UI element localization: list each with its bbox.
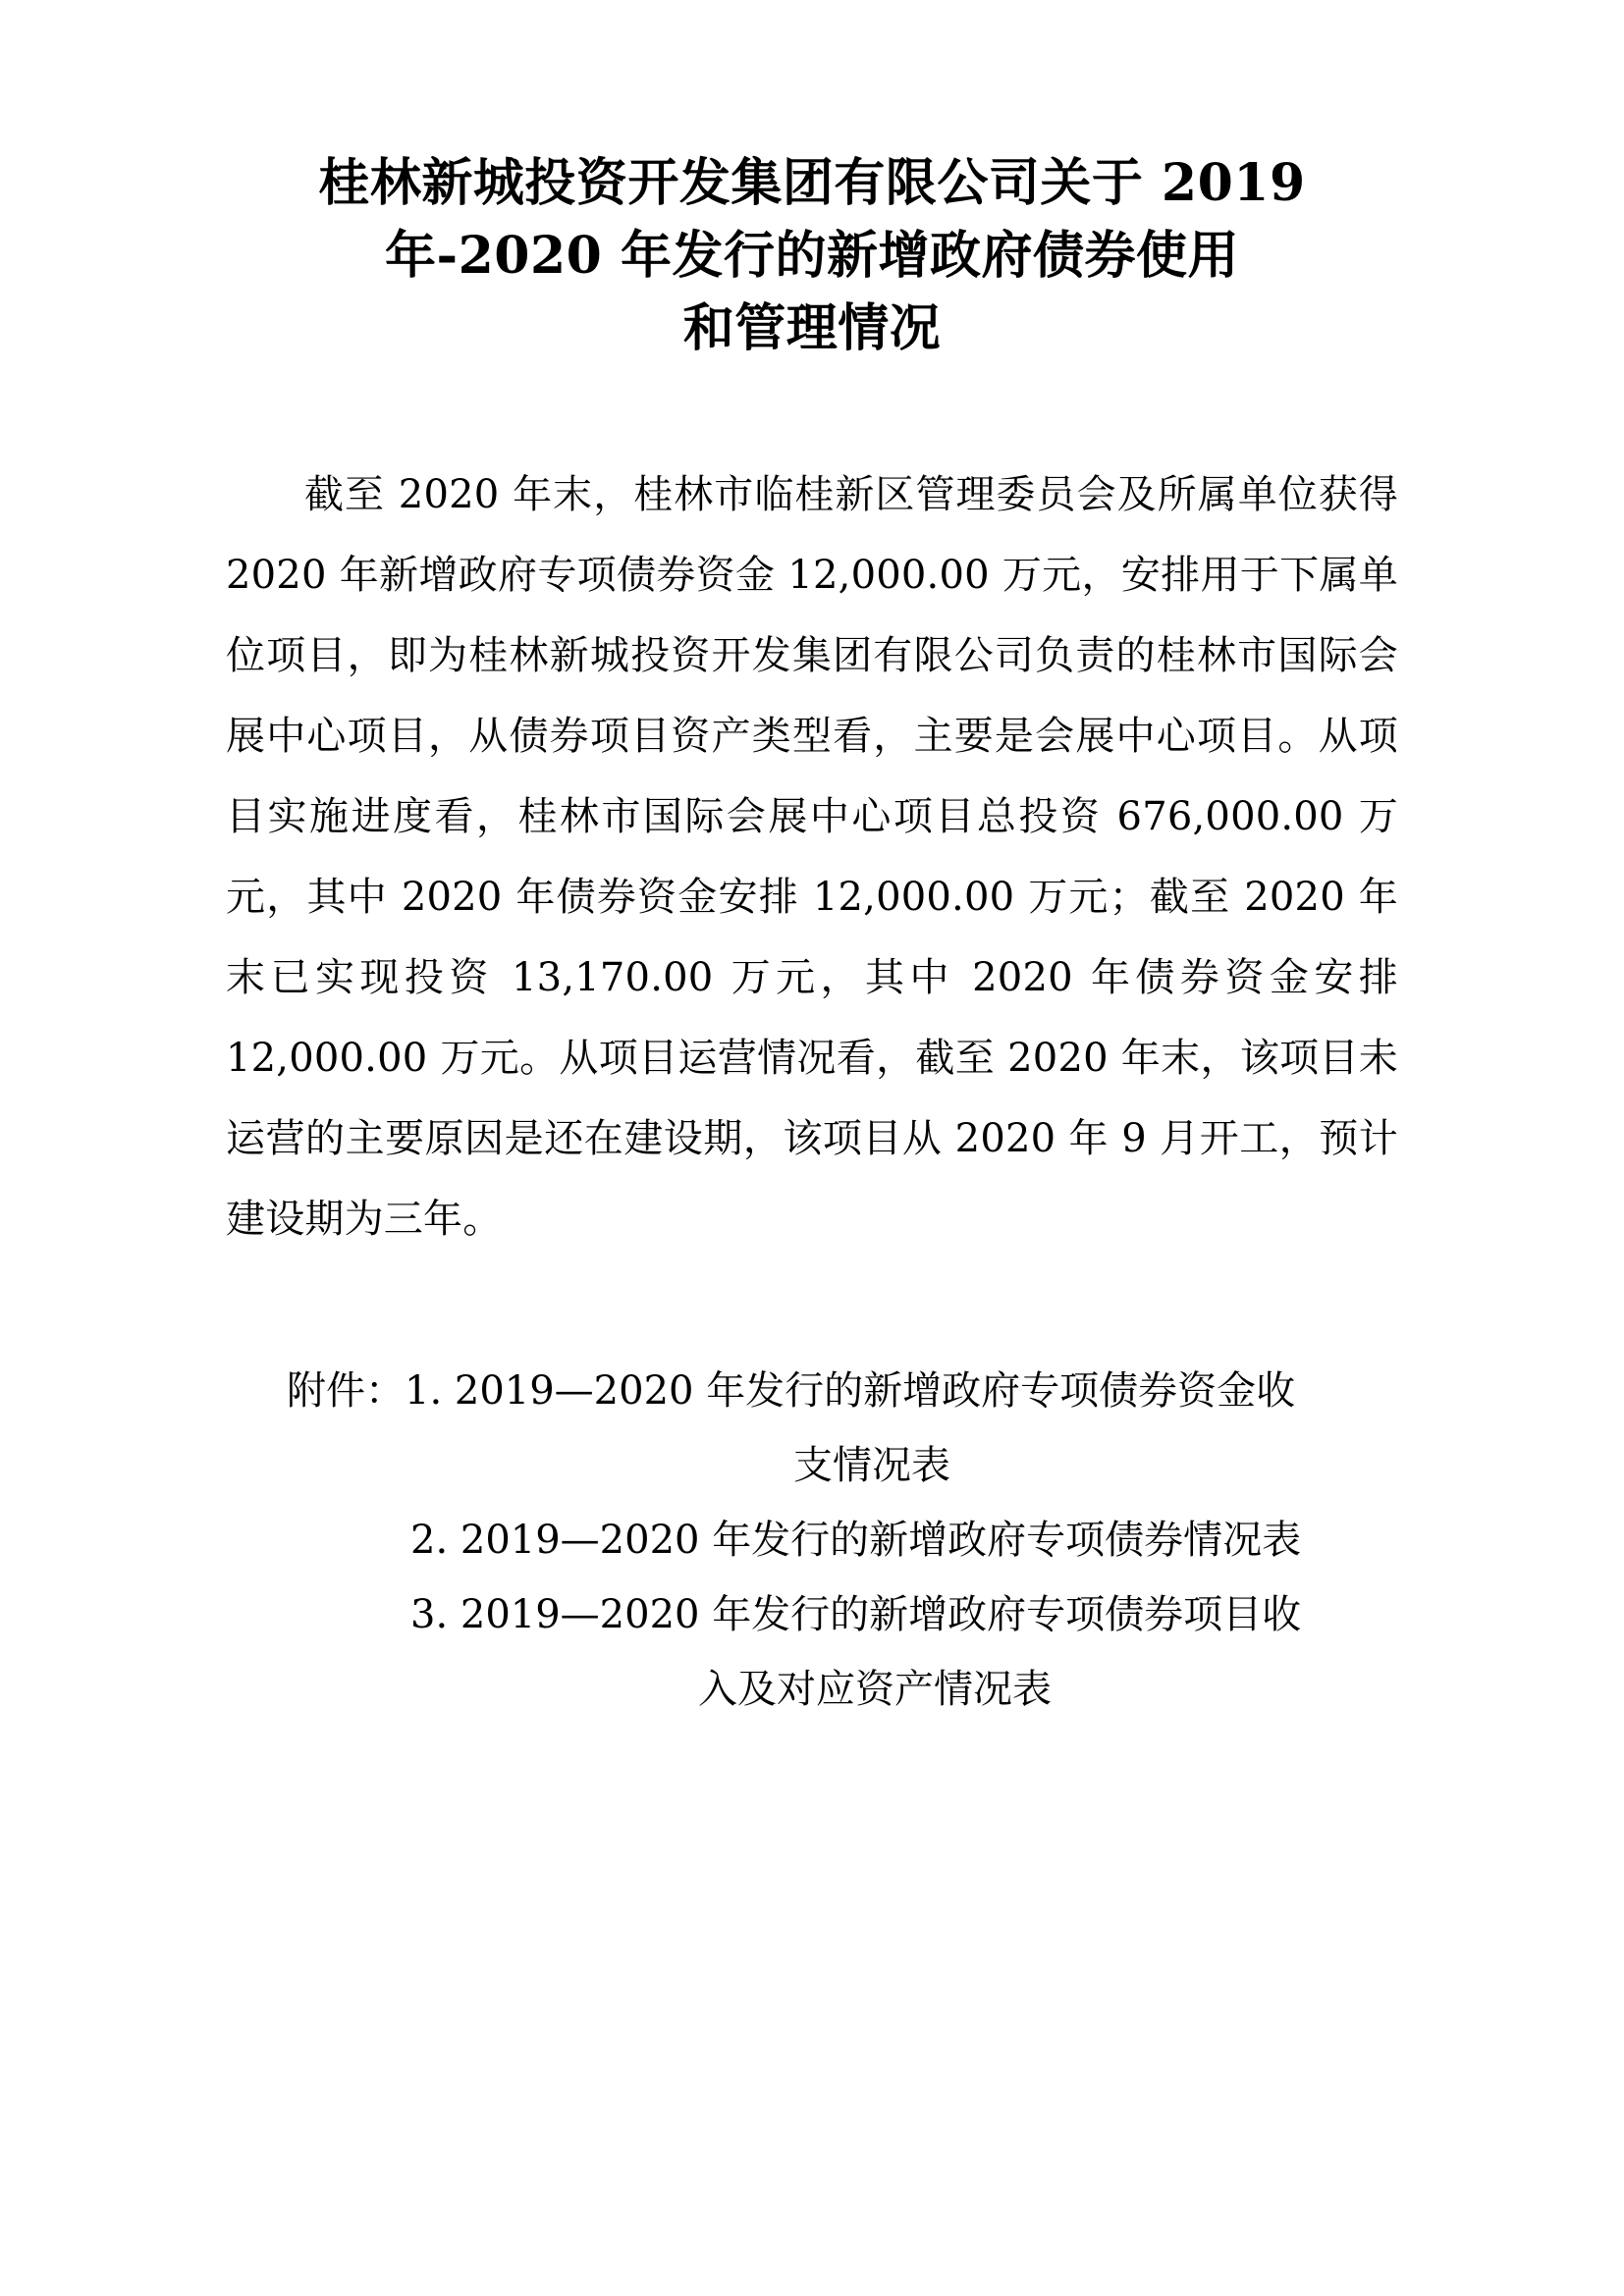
attachments-section [226, 1354, 1398, 1727]
page-title [226, 147, 1398, 364]
body-paragraph: 截至 2020 年末，桂林市临桂新区管理委员会及所属单位获得 2020 年新增政府专项债券资金 12,000.00 万元，安排用于下属单位项目，即为桂林新城投资开发集团有限公司负责的桂林市国际会展中心项目，从债券项目资产类型看，主要是会展中心项目。从项目实施进度看，桂林市国际会展中心项目总投资 676,000.00 万元，其中 2020 年债券资金安排 12,000.00 万元；截至 2020 年末已实现投资 13,170.00 万元，其中 2020 年债券资金安排 12,000.00 万元。从项目运营情况看，截至 2020 年末，该项目未运营的主要原因是还在建设期，该项目从 2020 年 9 月开工，预计建设期为三年。 [226, 472, 1398, 1243]
title-line-1: 桂林新城投资开发集团有限公司关于 2019 [318, 153, 1306, 213]
attachment-2-line-1: 2. 2019—2020 年发行的新增政府专项债券情况表 [410, 1518, 1302, 1564]
list-item [405, 1503, 1398, 1577]
list-item [405, 1354, 1398, 1503]
attachment-3-line-2: 入及对应资产情况表 [698, 1667, 1052, 1713]
document-body [226, 454, 1398, 1259]
list-item [405, 1577, 1398, 1727]
attachment-1-line-2: 支情况表 [793, 1443, 950, 1489]
attachments-list [405, 1354, 1398, 1727]
attachments-label: 附件： [287, 1368, 405, 1415]
attachment-1-line-1: 1. 2019—2020 年发行的新增政府专项债券资金收 [405, 1368, 1296, 1415]
title-line-3: 和管理情况 [682, 297, 942, 358]
attachment-3-line-1: 3. 2019—2020 年发行的新增政府专项债券项目收 [410, 1592, 1302, 1638]
title-line-2: 年-2020 年发行的新增政府债券使用 [385, 225, 1239, 286]
attachments-row [226, 1354, 1398, 1727]
